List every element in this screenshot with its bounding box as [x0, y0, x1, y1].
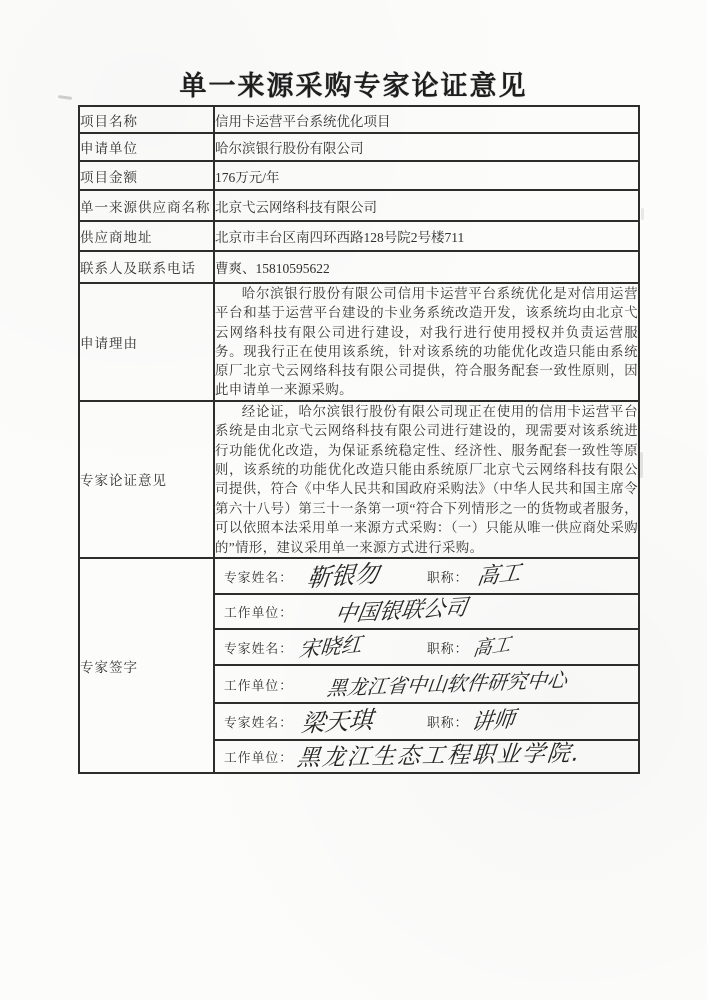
document-title: 单一来源采购专家论证意见 — [179, 71, 528, 101]
row-label-amount: 项目金额 — [79, 161, 214, 190]
expert2-unit-handwriting: 黑龙江省中山软件研究中心 — [325, 667, 569, 701]
row-label-supplier-name: 单一来源供应商名称 — [79, 190, 214, 221]
expert3-name-handwriting: 梁天琪 — [299, 705, 375, 738]
signature-row-expert1-unit — [215, 595, 638, 630]
opinion-paragraph: 经论证，哈尔滨银行股份有限公司现正在使用的信用卡运营平台系统是由北京弋云网络科技有限公司进行建设的，现需要对该系统进行功能优化改造，为保证系统稳定性、经济性、服务配套一致性等原则，该系统的功能优化改造只能由系统原厂北京弋云网络科技有限公司提供，符合《中华人民共和国政府采购法》（中华人民共和国主席令第六十八号）第三十一条第一项“符合下列情形之一的货物或者服务，可以依照本法采用单一来源方式采购：（一）只能从唯一供应商处采购的”情形，建议采用单一来源方式进行采购。 — [215, 403, 638, 555]
row-label-signatures: 专家签字 — [79, 558, 214, 773]
signature-block — [214, 558, 639, 773]
row-value-amount: 176万元/年 — [214, 161, 639, 190]
work-unit-label: 工作单位： — [224, 751, 293, 766]
row-label-project-name: 项目名称 — [79, 106, 214, 133]
expert2-title-handwriting: 高工 — [471, 632, 513, 661]
expert-name-label: 专家姓名： — [224, 641, 293, 656]
document-table — [78, 105, 640, 774]
row-label-supplier-address: 供应商地址 — [79, 221, 214, 251]
row-label-contact: 联系人及联系电话 — [79, 251, 214, 283]
row-label-applicant: 申请单位 — [79, 133, 214, 161]
expert-title-label: 职称： — [427, 641, 469, 656]
signature-row-expert3-unit — [215, 741, 638, 772]
expert-title-label: 职称： — [427, 716, 469, 731]
row-label-opinion: 专家论证意见 — [79, 401, 214, 558]
signature-row-expert2-unit — [215, 666, 638, 704]
table-row — [79, 133, 639, 161]
expert3-unit-handwriting: 黑龙江生态工程职业学院. — [295, 740, 583, 772]
work-unit-label: 工作单位： — [224, 606, 293, 621]
row-value-project-name: 信用卡运营平台系统优化项目 — [214, 106, 639, 133]
table-row-signatures — [79, 558, 639, 773]
work-unit-label: 工作单位： — [224, 678, 293, 693]
table-row — [79, 161, 639, 190]
row-value-applicant: 哈尔滨银行股份有限公司 — [214, 133, 639, 161]
table-row — [79, 221, 639, 251]
expert1-unit-handwriting: 中国银联公司 — [333, 594, 469, 628]
expert-name-label: 专家姓名： — [224, 716, 293, 731]
signature-row-expert2-name — [215, 630, 638, 666]
row-value-contact: 曹爽、15810595622 — [214, 251, 639, 283]
reason-paragraph: 哈尔滨银行股份有限公司信用卡运营平台系统优化是对信用运营平台和基于运营平台建设的卡业务系统改造开发，该系统均由北京弋云网络科技有限公司进行建设，对我行进行使用授权并负责运营服务。现我行正在使用该系统，针对该系统的功能优化改造只能由系统原厂北京弋云网络科技有限公司提供，符合服务配套一致性原则，因此申请单一来源采购。 — [215, 286, 638, 398]
row-value-supplier-name: 北京弋云网络科技有限公司 — [214, 190, 639, 221]
row-value-reason — [214, 283, 639, 401]
signature-row-expert1-name — [215, 559, 638, 595]
scan-artifact — [640, 452, 643, 478]
scan-artifact — [641, 208, 644, 220]
expert3-title-handwriting: 讲师 — [469, 706, 517, 736]
table-row — [79, 190, 639, 221]
row-label-reason: 申请理由 — [79, 283, 214, 401]
expert-title-label: 职称： — [427, 570, 469, 585]
table-row-opinion — [79, 401, 639, 558]
signature-row-expert3-name — [215, 704, 638, 741]
expert1-name-handwriting: 靳银勿 — [305, 559, 381, 593]
table-row — [79, 106, 639, 133]
table-row — [79, 251, 639, 283]
row-value-opinion — [214, 401, 639, 558]
expert-name-label: 专家姓名： — [224, 570, 293, 585]
expert2-name-handwriting: 宋晓红 — [298, 631, 363, 662]
table-row-reason — [79, 283, 639, 401]
row-value-supplier-address: 北京市丰台区南四环西路128号院2号楼711 — [214, 221, 639, 251]
expert1-title-handwriting: 高工 — [475, 560, 523, 591]
